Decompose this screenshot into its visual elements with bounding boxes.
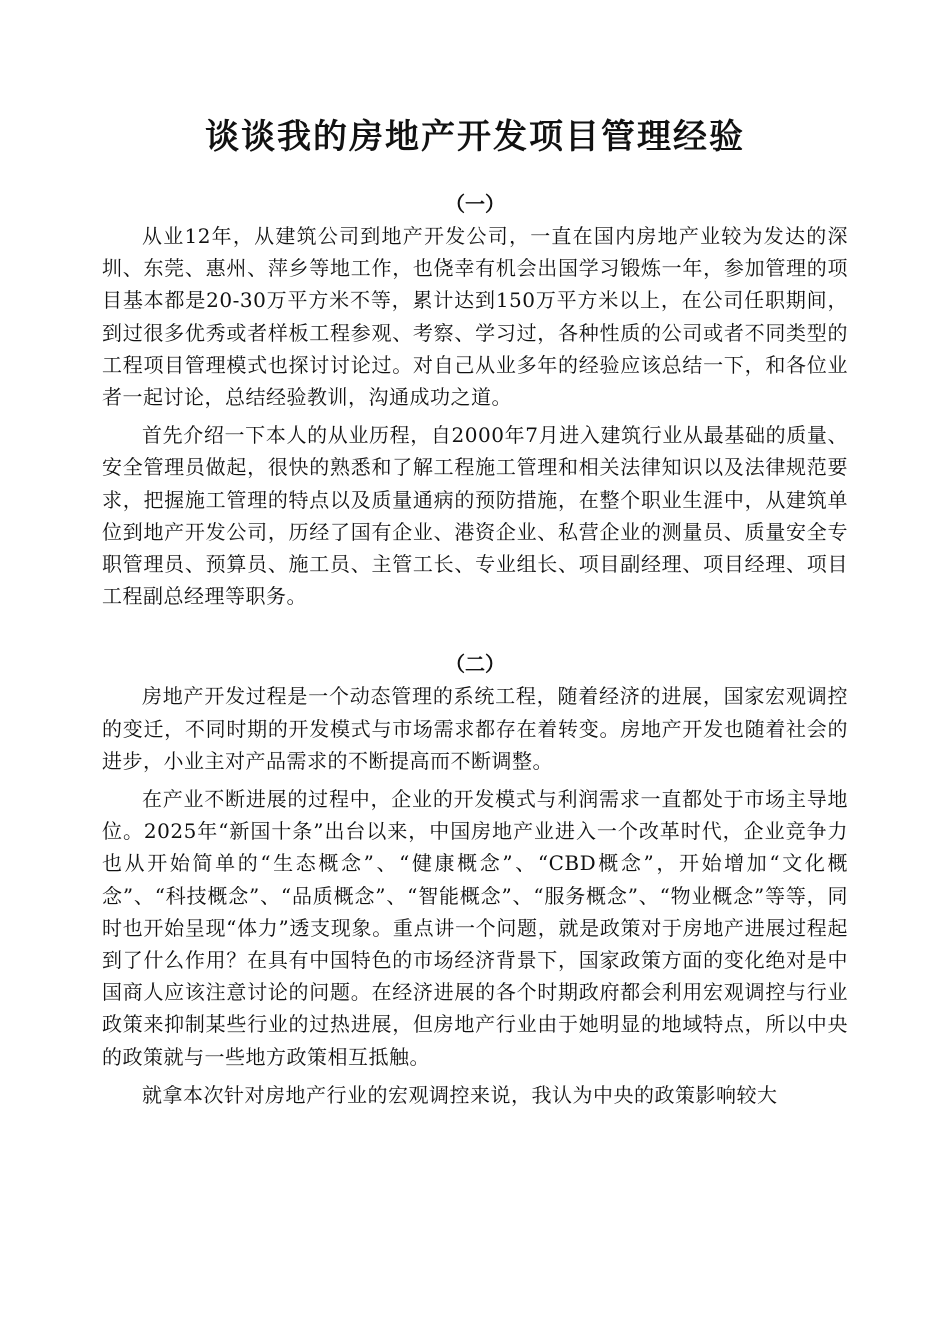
section-heading-2: （二） [445,652,505,677]
paragraph: 首先介绍一下本人的从业历程，自2000年7月进入建筑行业从最基础的质量、安全管理员做起，很快的熟悉和了解工程施工管理和相关法律知识以及法律规范要求，把握施工管理的特点以及质量通病的预防措施，在整个职业生涯中，从建筑单位到地产开发公司，历经了国有企业、港资企业、私营企业的测量员、质量安全专职管理员、预算员、施工员、主管工长、专业组长、项目副经理、项目经理、项目工程副总经理等职务。 [102,423,848,609]
paragraph: 从业12年，从建筑公司到地产开发公司，一直在国内房地产业较为发达的深圳、东莞、惠州、萍乡等地工作，也侥幸有机会出国学习锻炼一年，参加管理的项目基本都是20-30万平方米不等，累计达到150万平方米以上，在公司任职期间，到过很多优秀或者样板工程参观、考察、学习过，各种性质的公司或者不同类型的工程项目管理模式也探讨讨论过。对自己从业多年的经验应该总结一下，和各位业者一起讨论，总结经验教训，沟通成功之道。 [102,224,848,410]
paragraph: 就拿本次针对房地产行业的宏观调控来说，我认为中央的政策影响较大 [142,1082,778,1107]
paragraph: 在产业不断进展的过程中，企业的开发模式与利润需求一直都处于市场主导地位。2025年“新国十条”出台以来，中国房地产业进入一个改革时代，企业竞争力也从开始简单的“生态概念”、“健康概念”、“CBD概念”，开始增加“文化概念”、“科技概念”、“品质概念”、“智能概念”、“服务概念”、“物业概念”等等，同时也开始呈现“体力”透支现象。重点讲一个问题，就是政策对于房地产进展过程起到了什么作用？在具有中国特色的市场经济背景下，国家政策方面的变化绝对是中国商人应该注意讨论的问题。在经济进展的各个时期政府都会利用宏观调控与行业政策来抑制某些行业的过热进展，但房地产行业由于她明显的地域特点，所以中央的政策就与一些地方政策相互抵触。 [102,787,848,1069]
section-heading-1: （一） [445,192,505,216]
paragraph: 房地产开发过程是一个动态管理的系统工程，随着经济的进展，国家宏观调控的变迁，不同时期的开发模式与市场需求都存在着转变。房地产开发也随着社会的进步，小业主对产品需求的不断提高而不断调整。 [102,684,848,773]
document-title: 谈谈我的房地产开发项目管理经验 [205,117,745,157]
